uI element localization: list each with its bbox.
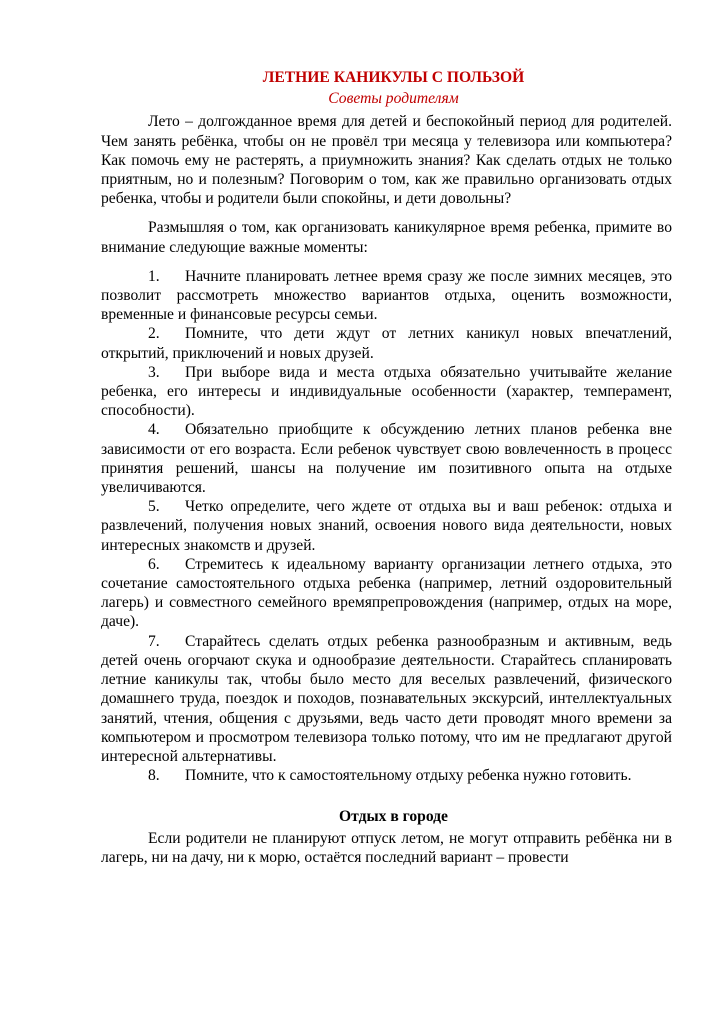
tips-list [101,267,672,785]
list-item [101,363,672,421]
list-item [101,555,672,632]
list-item [101,497,672,555]
list-item-text: Четко определите, чего ждете от отдыха вы и ваш ребенок: отдыха и развлечений, получения новых знаний, освоения нового вида деятельности, новых интересных знакомств и друзей. [101,498,672,554]
list-item-number: 4. [148,421,160,439]
lead-paragraph: Размышляя о том, как организовать каникулярное время ребенка, примите во внимание следующие важные моменты: [101,219,672,256]
list-item-number: 2. [148,325,160,343]
list-item [101,267,672,325]
document-page [101,68,672,867]
list-item-text: Старайтесь сделать отдых ребенка разнообразным и активным, ведь детей очень огорчают скука и однообразие деятельности. Старайтесь спланировать летние каникулы так, чтобы было место для веселых развлечений, физического домашнего труда, поездок и походов, познавательных экскурсий, интеллектуальных занятий, чтения, общения с друзьями, ведь часто дети проводят много времени за компьютером и просмотром телевизора только потому, что им не предлагают другой интересной альтернативы. [101,632,672,765]
intro-paragraph: Лето – долгожданное время для детей и беспокойный период для родителей. Чем занять ребёнка, чтобы он не провёл три месяца у телевизора или компьютера? Как помочь ему не растерять, а приумножить знания? Как сделать отдых не только приятным, но и полезным? Поговорим о том, как же правильно организовать отдых ребенка, чтобы и родители были спокойны, и дети довольны? [101,113,672,208]
list-item-text: При выборе вида и места отдыха обязательно учитывайте желание ребенка, его интересы и индивидуальные особенности (характер, темперамент, способности). [101,363,672,420]
list-item-number: 6. [148,555,160,573]
list-item [101,420,672,497]
list-item-number: 8. [148,767,160,785]
section-heading: Отдых в городе [339,808,448,826]
list-item-text: Обязательно приобщите к обсуждению летних планов ребенка вне зависимости от его возраста. Если ребенок чувствует свою вовлеченность в процесс принятия решений, шансы на получение им позитивного опыта на отдыхе увеличиваются. [101,421,672,497]
list-item-number: 1. [148,267,160,285]
document-title: ЛЕТНИЕ КАНИКУЛЫ С ПОЛЬЗОЙ [262,69,525,86]
list-item [101,632,672,766]
list-item-number: 5. [148,498,160,516]
section-paragraph: Если родители не планируют отпуск летом, не могут отправить ребёнка ни в лагерь, ни на дачу, ни к морю, остаётся последний вариант – провести [101,829,672,866]
list-item-text: Стремитесь к идеальному варианту организации летнего отдыха, это сочетание самостоятельного отдыха ребенка (например, летний оздоровительный лагерь) и совместного семейного времяпрепровождения (например, отдых на море, даче). [101,555,672,631]
list-item-number: 3. [148,363,160,381]
list-item-number: 7. [148,632,160,650]
list-item [101,324,672,362]
list-item-text: Начните планировать летнее время сразу же после зимних месяцев, это позволит рассмотреть множество вариантов отдыха, оценить возможности, временные и финансовые ресурсы семьи. [101,267,672,324]
list-item [101,766,672,785]
document-subtitle: Советы родителям [328,90,459,108]
list-item-text: Помните, что дети ждут от летних каникул новых впечатлений, открытий, приключений и новых друзей. [101,325,672,362]
list-item-text: Помните, что к самостоятельному отдыху ребенка нужно готовить. [185,767,632,785]
